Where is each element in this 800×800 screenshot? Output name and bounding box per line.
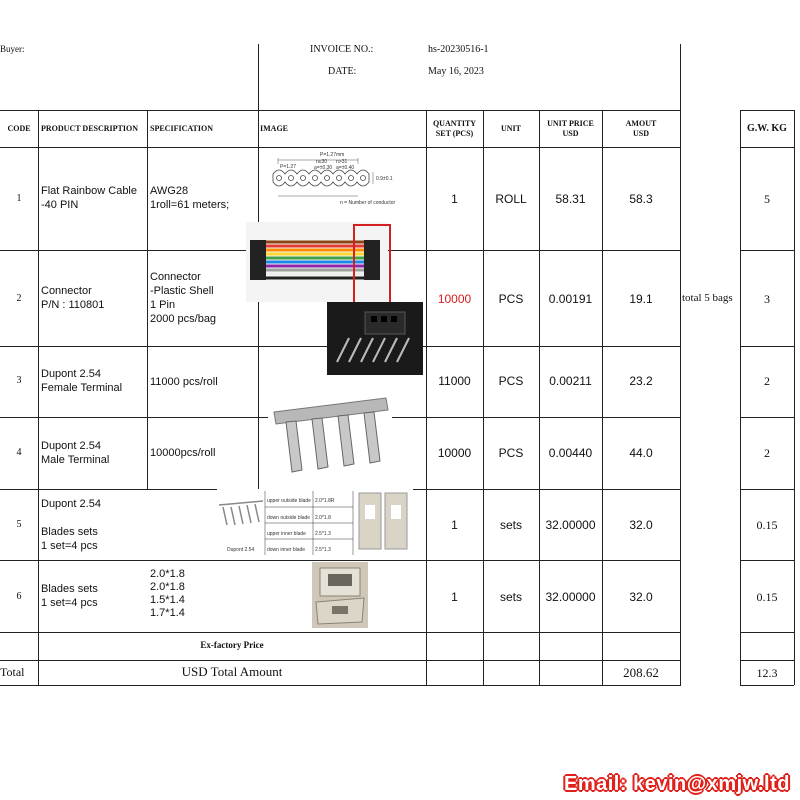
- spec-line: 1.7*1.4: [150, 607, 185, 619]
- description-line: P/N : 110801: [41, 299, 105, 311]
- drawing-dim4: a=±0.40: [336, 165, 355, 171]
- row-unit: sets: [499, 518, 522, 532]
- spec-line: 2000 pcs/bag: [150, 313, 217, 325]
- row-amount: 19.1: [629, 292, 653, 306]
- description-line: Dupont 2.54: [41, 440, 101, 452]
- total-label: Total: [0, 665, 25, 679]
- row-gw: 0.15: [756, 590, 778, 604]
- spec-line: -Plastic Shell: [150, 285, 214, 297]
- row-code: 3: [16, 375, 22, 386]
- row-specification: [150, 446, 215, 460]
- col-quantity-line2: SET (PCS): [435, 128, 474, 138]
- row-unit: PCS: [498, 446, 524, 460]
- blade-tool-icon: [312, 562, 368, 628]
- col-unit-price-line1: UNIT PRICE: [547, 118, 594, 128]
- row-gw: 2: [764, 446, 770, 460]
- row-unit-price: 0.00211: [549, 374, 592, 388]
- row-unit: ROLL: [495, 192, 527, 206]
- row-gw: 5: [764, 192, 770, 206]
- buyer-label: Buyer:: [0, 44, 25, 54]
- drawing-thickness: 0.9±0.1: [376, 176, 393, 182]
- row-amount: 32.0: [629, 518, 653, 532]
- row-quantity: 11000: [438, 374, 471, 388]
- col-description: PRODUCT DESCRIPTION: [41, 123, 138, 133]
- blade-row-size: 2.5*1.3: [315, 531, 331, 537]
- spec-line: 1 Pin: [150, 299, 176, 311]
- row-code: 1: [16, 193, 22, 204]
- col-amount-line2: USD: [632, 128, 649, 138]
- col-image: IMAGE: [260, 123, 288, 133]
- row-specification: [150, 184, 229, 212]
- date-value: May 16, 2023: [428, 66, 484, 77]
- terminal-strip-icon: [268, 392, 392, 480]
- description-line: Blades sets: [41, 583, 98, 595]
- row-description: [41, 367, 122, 395]
- total-gw: 12.3: [756, 666, 778, 680]
- spec-line: 1roll=61 meters;: [150, 199, 230, 211]
- row-description: [41, 497, 101, 553]
- highlight-frame: [353, 224, 391, 304]
- description-line: Dupont 2.54: [41, 368, 101, 380]
- row-specification: [150, 270, 216, 326]
- row-quantity: 1: [451, 192, 458, 206]
- spec-line: 2.0*1.8: [150, 568, 185, 580]
- blade-set-image: [217, 489, 413, 557]
- description-line: -40 PIN: [41, 199, 79, 211]
- row-unit: PCS: [498, 374, 524, 388]
- blade-row-size: 2.0*1.8R: [315, 498, 335, 504]
- spec-line: AWG28: [150, 185, 189, 197]
- row-unit-price: 32.00000: [545, 518, 596, 532]
- spec-line: 2.0*1.8: [150, 581, 185, 593]
- col-unit-price: [539, 110, 602, 147]
- col-code: CODE: [7, 123, 31, 133]
- row-description: [41, 582, 98, 610]
- total-amount: 208.62: [623, 665, 659, 680]
- description-line: 1 set=4 pcs: [41, 540, 98, 552]
- row-unit: sets: [499, 590, 522, 604]
- blade-row-name: upper outside blade: [267, 498, 311, 504]
- blade-photo-image: [312, 562, 368, 628]
- col-amount: [602, 110, 680, 147]
- spec-line: 10000pcs/roll: [150, 447, 216, 459]
- col-quantity-line1: QUANTITY: [432, 118, 477, 128]
- email-watermark: Email: kevin@xmjw.ltd: [564, 773, 790, 795]
- description-line: Female Terminal: [41, 382, 123, 394]
- row-specification: [150, 375, 218, 389]
- row-gw: 0.15: [756, 518, 778, 532]
- blade-row-name: down outside blade: [267, 515, 311, 521]
- spec-line: Connector: [150, 271, 201, 283]
- row-code: 2: [16, 293, 22, 304]
- row-quantity: 1: [451, 518, 458, 532]
- description-line: [41, 511, 101, 525]
- invoice-label: INVOICE NO.:: [310, 44, 374, 55]
- row-description: [41, 439, 109, 467]
- blade-row-size: 2.5*1.3: [315, 547, 331, 553]
- description-line: 1 set=4 pcs: [41, 597, 98, 609]
- spec-line: 11000 pcs/roll: [150, 376, 218, 388]
- col-specification: SPECIFICATION: [150, 123, 213, 133]
- row-amount: 44.0: [629, 446, 653, 460]
- row-specification: [150, 568, 185, 620]
- row-gw: 2: [764, 374, 770, 388]
- row-unit: PCS: [498, 292, 524, 306]
- row-unit-price: 0.00191: [548, 292, 593, 306]
- drawing-dim1: n≤30: [316, 159, 328, 165]
- blade-row-size: 2.0*1.8: [315, 515, 331, 521]
- row-code: 5: [16, 519, 22, 530]
- description-line: Blades sets: [41, 526, 98, 538]
- packing-note: total 5 bags: [682, 292, 733, 304]
- row-gw: 3: [764, 292, 770, 306]
- row-quantity: 10000: [437, 446, 472, 460]
- drawing-pitch: P=1.27: [280, 164, 296, 170]
- blade-caption: Dupont 2.54: [227, 547, 255, 553]
- drawing-dim2: a=±0.30: [314, 165, 333, 171]
- date-label: DATE:: [328, 66, 357, 77]
- row-unit-price: 58.31: [555, 192, 586, 206]
- row-amount: 58.3: [629, 192, 653, 206]
- row-amount: 32.0: [629, 590, 653, 604]
- connector-housing-image: [327, 302, 423, 375]
- description-line: Dupont 2.54: [41, 498, 101, 510]
- terminal-strip-image: [268, 392, 392, 480]
- cable-drawing-image: [268, 150, 418, 212]
- drawing-pitch-tol: P=1.27mm: [320, 152, 345, 158]
- blade-row-name: down inner blade: [267, 547, 306, 553]
- usd-total-label: USD Total Amount: [181, 664, 283, 679]
- col-amount-line1: AMOUT: [625, 118, 657, 128]
- description-line: Connector: [41, 285, 92, 297]
- row-amount: 23.2: [629, 374, 653, 388]
- description-line: Male Terminal: [41, 454, 110, 466]
- row-unit-price: 0.00440: [548, 446, 593, 460]
- row-description: [41, 284, 104, 312]
- row-code: 6: [16, 591, 22, 602]
- row-code: 4: [16, 447, 22, 458]
- row-quantity: 1: [451, 590, 458, 604]
- ex-factory-label: Ex-factory Price: [200, 640, 264, 650]
- row-unit-price: 32.00000: [545, 590, 596, 604]
- row-quantity: 10000: [437, 292, 472, 306]
- drawing-note: n = Number of conductor: [340, 200, 396, 206]
- row-description: [41, 184, 137, 212]
- col-unit: UNIT: [500, 123, 521, 133]
- blade-row-name: upper inner blade: [267, 531, 306, 537]
- spec-line: 1.5*1.4: [150, 594, 185, 606]
- drawing-dim3: n>31: [336, 159, 348, 165]
- col-gw: G.W. KG: [747, 122, 787, 134]
- invoice-number: hs-20230516-1: [428, 44, 489, 55]
- col-unit-price-line2: USD: [562, 128, 579, 138]
- connector-shell-icon: [327, 302, 423, 375]
- description-line: Flat Rainbow Cable: [41, 185, 137, 197]
- col-quantity: [426, 110, 483, 147]
